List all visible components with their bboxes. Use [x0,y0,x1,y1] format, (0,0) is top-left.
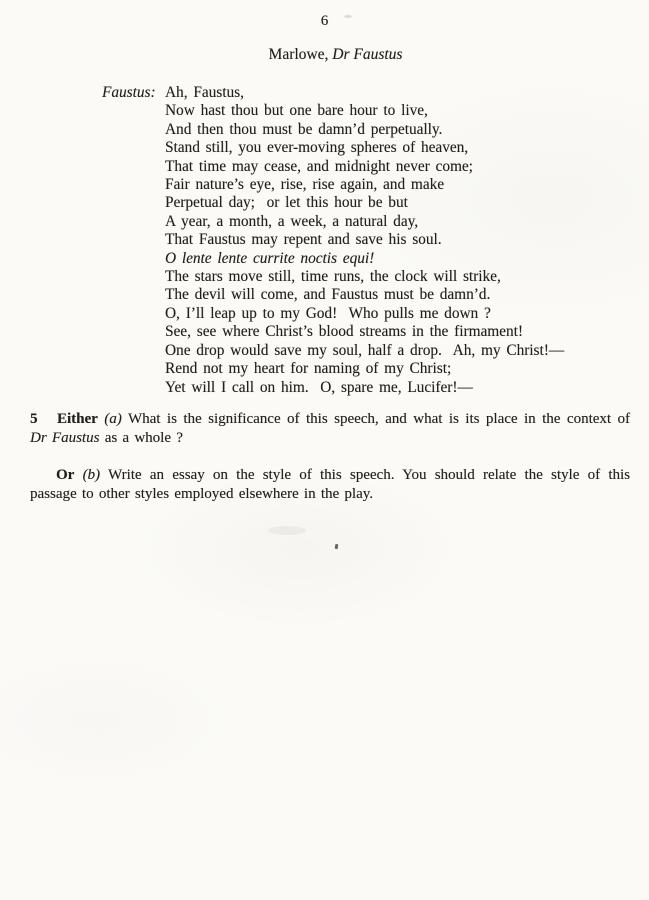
question-number: 5 [30,410,38,427]
question-5-or [30,466,630,505]
speech-line: That time may cease, and midnight never come; [165,157,473,175]
speech-block [102,84,649,397]
question-a-text: What is the significance of this speech, and what is its place in the context of [127,410,631,427]
scan-speck [335,544,338,549]
speech-line: A year, a month, a week, a natural day, [165,212,419,230]
question-5-either [30,410,630,449]
option-a-marker: (a) [104,410,122,427]
speech-line: One drop would save my soul, half a drop. Ah, my Christ!— [165,341,565,359]
scan-smudge [268,526,306,535]
speech-line: O, I’ll leap up to my God! Who pulls me down ? [165,304,491,322]
author-name: Marlowe, [268,46,329,63]
speech-line-latin: O lente lente currite noctis equi! [165,249,375,267]
speech-line: The stars move still, time runs, the clock will strike, [165,268,501,286]
either-keyword: Either [57,410,98,427]
speech-line: Perpetual day; or let this hour be but [165,194,408,212]
speech-lines [165,84,564,397]
work-title-inline: Dr Faustus [30,430,100,447]
speech-line: Yet will I call on him. O, spare me, Lucifer!— [165,378,473,396]
question-a-text-after: as a whole ? [104,430,183,447]
speech-line: Now hast thou but one bare hour to live, [165,102,428,120]
speech-line: That Faustus may repent and save his soul. [165,231,442,249]
option-b-marker: (b) [82,466,101,483]
speech-line: See, see where Christ’s blood streams in the firmament! [165,323,523,341]
speaker-label: Faustus: [102,84,156,101]
speech-line: Rend not my heart for naming of my Christ; [165,360,452,378]
work-title: Dr Faustus [332,46,403,63]
document-title [11,46,649,64]
page-number: 6 [320,13,329,29]
speech-line: The devil will come, and Faustus must be damn’d. [165,286,491,304]
speech-line: Ah, Faustus, [165,84,244,101]
speech-line: Stand still, you ever-moving spheres of heaven, [165,139,469,157]
question-b-text: Write an essay on the style of this speech. You should relate the style of this passage to other styles employed elsewhere in the play. [30,466,631,503]
speech-line: And then thou must be damn’d perpetually. [165,120,443,138]
speech-line: Fair nature’s eye, rise, rise again, and make [165,176,445,194]
or-keyword: Or [56,466,75,483]
